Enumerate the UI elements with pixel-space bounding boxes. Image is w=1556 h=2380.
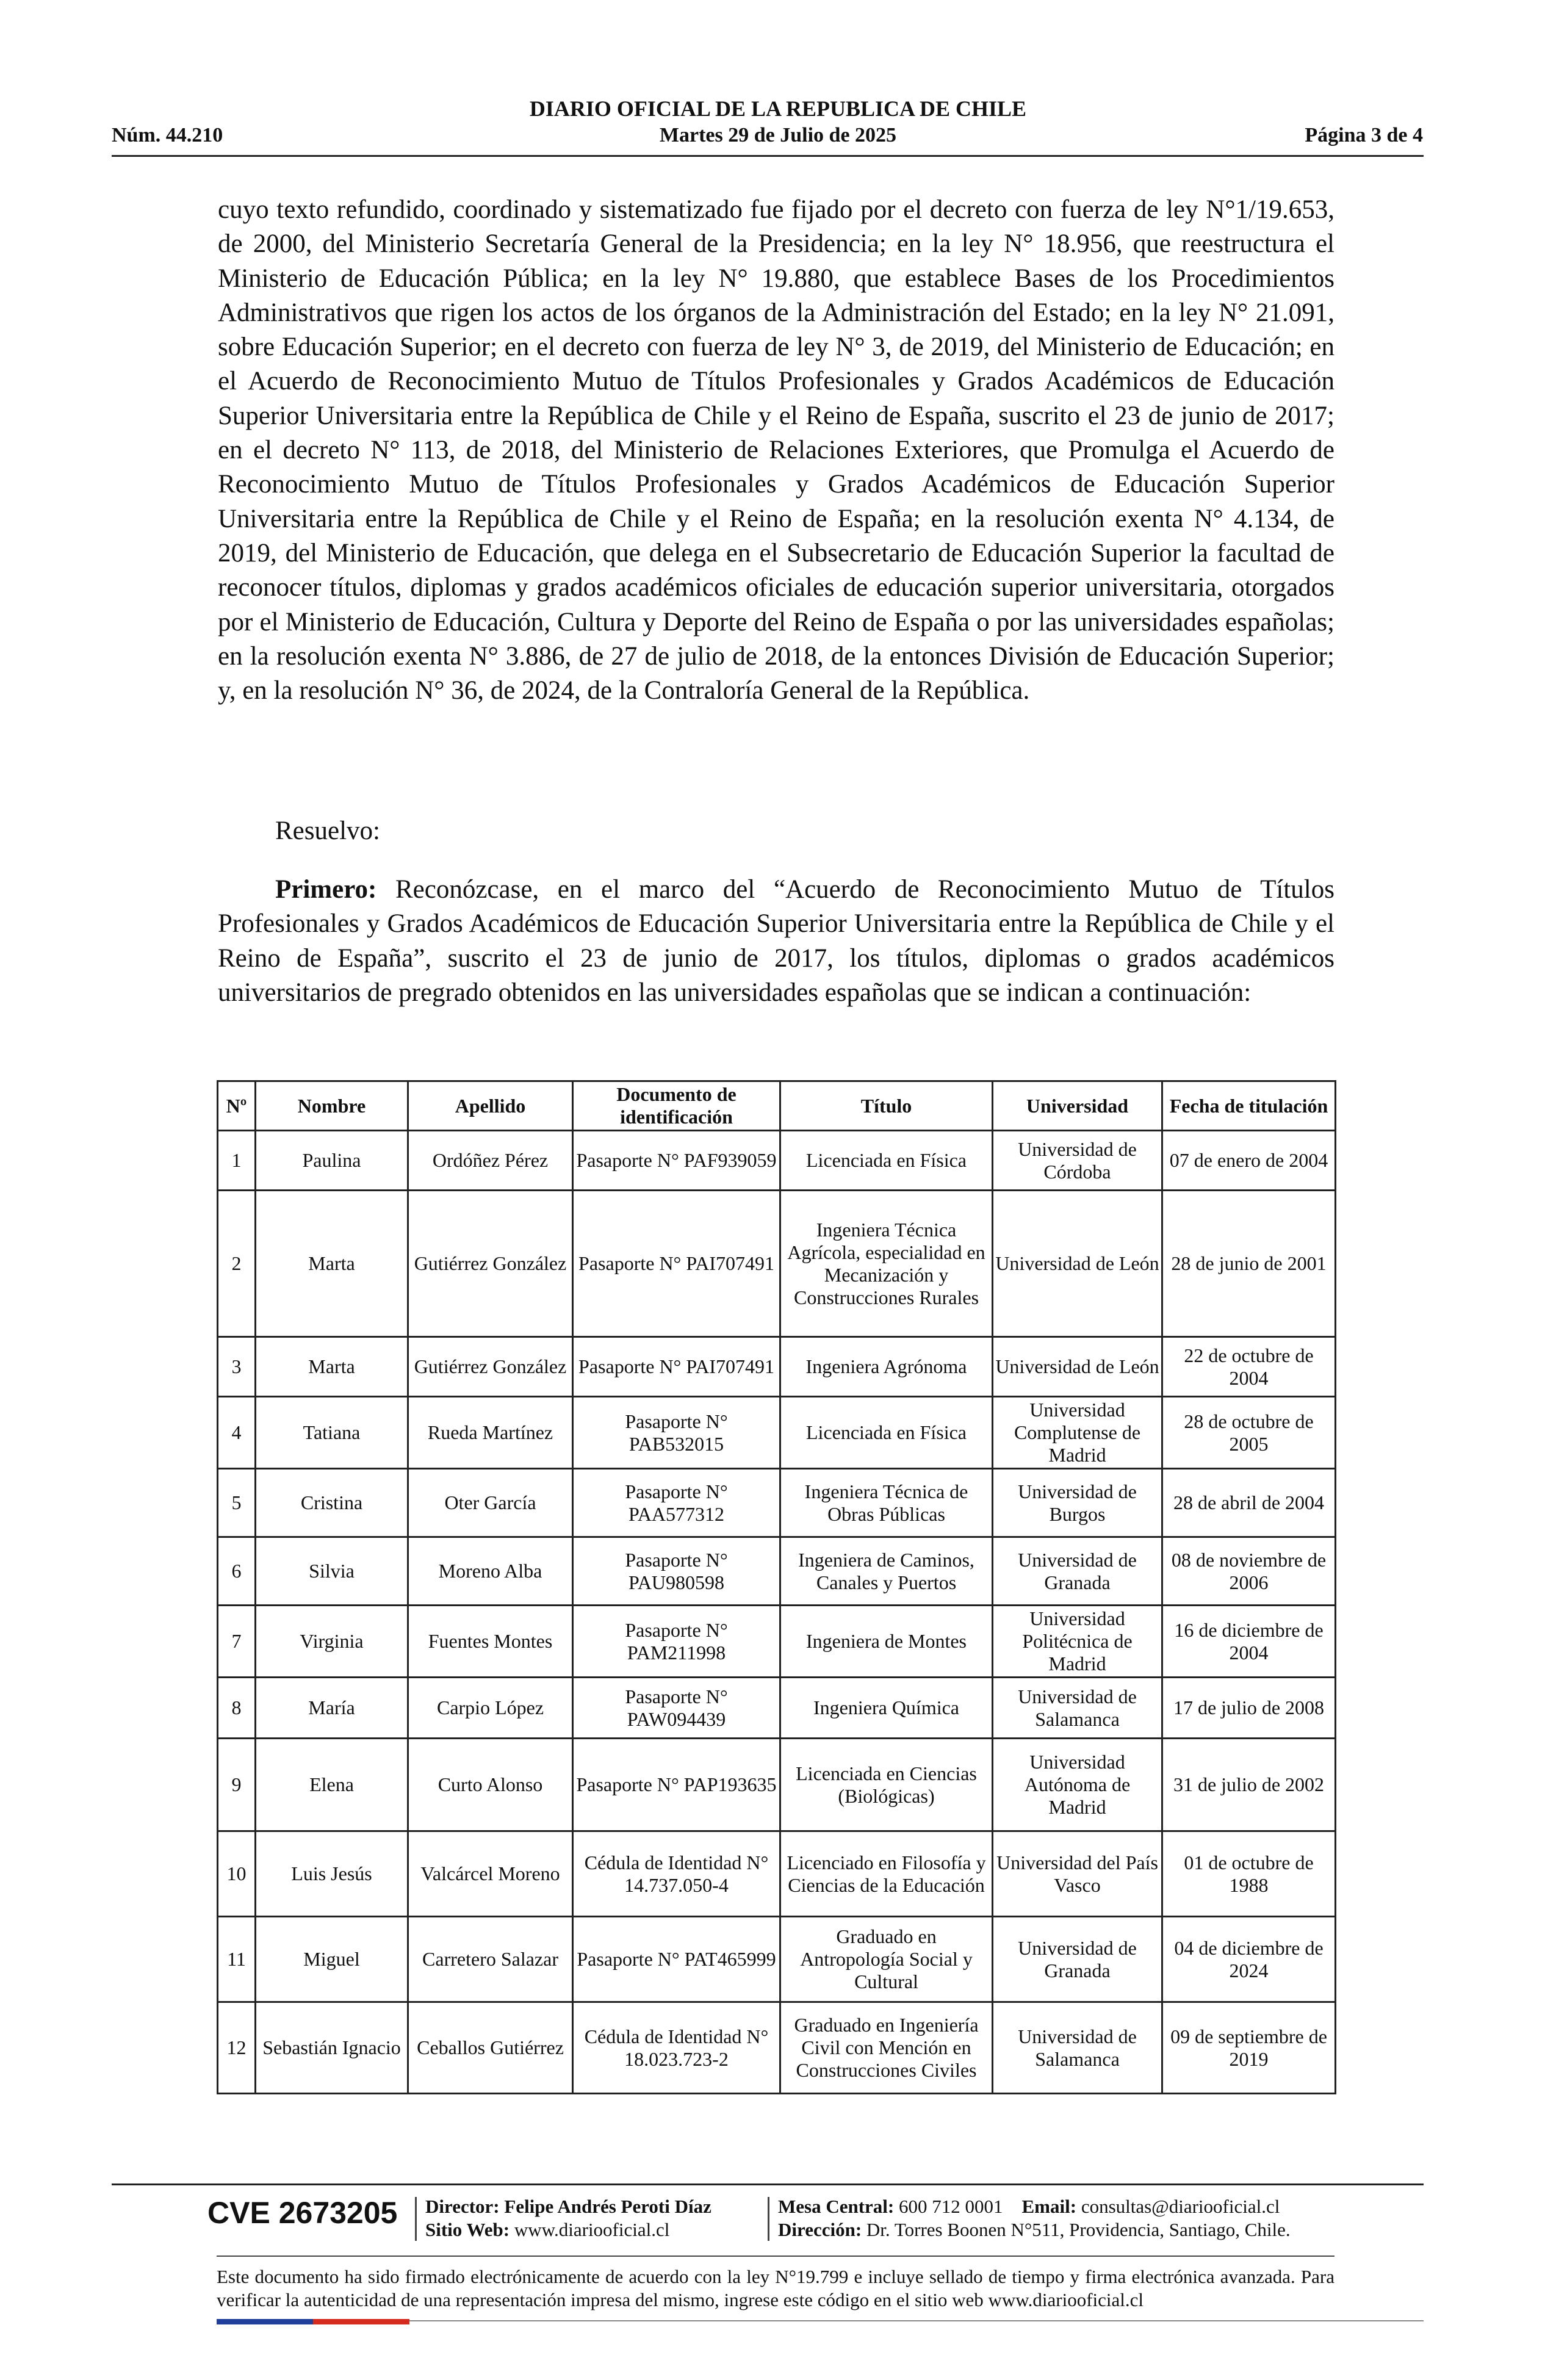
cell-number: 12: [218, 2002, 256, 2094]
cell-id-document: Pasaporte N° PAB532015: [573, 1397, 780, 1469]
cell-title: Licenciada en Física: [780, 1131, 993, 1191]
cell-surname: Moreno Alba: [408, 1537, 573, 1606]
table-row: [218, 1131, 1336, 1191]
cell-id-document: Pasaporte N° PAI707491: [573, 1191, 780, 1337]
cell-graduation-date: 28 de abril de 2004: [1162, 1469, 1336, 1537]
table-row: [218, 1191, 1336, 1337]
table-row: [218, 1678, 1336, 1739]
electronic-signature-notice: Este documento ha sido firmado electrónicamente de acuerdo con la ley N°19.799 e incluye sellado de tiempo y firma electrónica avanzada. Para verificar la autenticidad de una representación impresa del mismo, ingrese este código en el sitio web www.diariooficial.cl: [217, 2266, 1334, 2310]
cell-surname: Ordóñez Pérez: [408, 1131, 573, 1191]
cell-university: Universidad Politécnica de Madrid: [993, 1606, 1162, 1678]
cell-id-document: Pasaporte N° PAT465999: [573, 1917, 780, 2002]
cell-surname: Fuentes Montes: [408, 1606, 573, 1678]
director-line: Director: Felipe Andrés Peroti Díaz: [425, 2196, 711, 2217]
footer-bottom-rule: [409, 2320, 1424, 2321]
cell-id-document: Pasaporte N° PAM211998: [573, 1606, 780, 1678]
cell-graduation-date: 28 de octubre de 2005: [1162, 1397, 1336, 1469]
cell-id-document: Cédula de Identidad N° 18.023.723-2: [573, 2002, 780, 2094]
website-line: Sitio Web: www.diariooficial.cl: [425, 2219, 670, 2240]
footer-divider: [217, 2256, 1334, 2257]
table-row: [218, 1537, 1336, 1606]
cell-number: 10: [218, 1831, 256, 1917]
cell-surname: Carpio López: [408, 1678, 573, 1739]
issue-number: Núm. 44.210: [112, 124, 223, 146]
table-row: [218, 2002, 1336, 2094]
cell-title: Ingeniera Química: [780, 1678, 993, 1739]
cell-id-document: Pasaporte N° PAF939059: [573, 1131, 780, 1191]
cell-surname: Valcárcel Moreno: [408, 1831, 573, 1917]
cell-university: Universidad Autónoma de Madrid: [993, 1739, 1162, 1831]
cell-title: Licenciada en Ciencias (Biológicas): [780, 1739, 993, 1831]
issue-date: Martes 29 de Julio de 2025: [659, 124, 897, 146]
page-indicator: Página 3 de 4: [1305, 124, 1423, 146]
cell-graduation-date: 01 de octubre de 1988: [1162, 1831, 1336, 1917]
cell-surname: Carretero Salazar: [408, 1917, 573, 2002]
cell-graduation-date: 16 de diciembre de 2004: [1162, 1606, 1336, 1678]
table-row: [218, 1337, 1336, 1397]
primero-paragraph: [218, 873, 1334, 1010]
cell-university: Universidad de León: [993, 1191, 1162, 1337]
cell-university: Universidad de Granada: [993, 1917, 1162, 2002]
cell-number: 8: [218, 1678, 256, 1739]
header-title: Título: [780, 1081, 993, 1131]
cell-graduation-date: 17 de julio de 2008: [1162, 1678, 1336, 1739]
cell-id-document: Pasaporte N° PAA577312: [573, 1469, 780, 1537]
cell-title: Ingeniera Técnica de Obras Públicas: [780, 1469, 993, 1537]
mesa-central-line: Mesa Central: 600 712 0001 Email: consultas@diariooficial.cl: [778, 2196, 1280, 2217]
header-divider: [112, 155, 1424, 157]
cell-graduation-date: 22 de octubre de 2004: [1162, 1337, 1336, 1397]
cell-name: Marta: [256, 1337, 408, 1397]
table-row: [218, 1397, 1336, 1469]
cell-title: Ingeniera Agrónoma: [780, 1337, 993, 1397]
cell-title: Ingeniera de Montes: [780, 1606, 993, 1678]
cell-title: Licenciada en Física: [780, 1397, 993, 1469]
cell-surname: Gutiérrez González: [408, 1191, 573, 1337]
cell-name: Miguel: [256, 1917, 408, 2002]
footer-separator: [415, 2197, 417, 2241]
cve-code: CVE 2673205: [207, 2196, 398, 2230]
website-link[interactable]: www.diariooficial.cl: [514, 2219, 670, 2240]
cell-name: Paulina: [256, 1131, 408, 1191]
cell-id-document: Pasaporte N° PAI707491: [573, 1337, 780, 1397]
cell-number: 2: [218, 1191, 256, 1337]
cell-graduation-date: 04 de diciembre de 2024: [1162, 1917, 1336, 2002]
cell-graduation-date: 31 de julio de 2002: [1162, 1739, 1336, 1831]
email-link[interactable]: consultas@diariooficial.cl: [1081, 2196, 1280, 2217]
cell-number: 4: [218, 1397, 256, 1469]
cell-title: Ingeniera de Caminos, Canales y Puertos: [780, 1537, 993, 1606]
cell-title: Ingeniera Técnica Agrícola, especialidad en Mecanización y Construcciones Rurales: [780, 1191, 993, 1337]
cell-university: Universidad de Granada: [993, 1537, 1162, 1606]
cell-name: Sebastián Ignacio: [256, 2002, 408, 2094]
cell-graduation-date: 07 de enero de 2004: [1162, 1131, 1336, 1191]
header-id-document: Documento de identificación: [573, 1081, 780, 1131]
primero-text: Reconózcase, en el marco del “Acuerdo de Reconocimiento Mutuo de Títulos Profesionales y Grados Académicos de Educación Superior Universitaria entre la República de Chile y el Reino de España”, suscrito el 23 de junio de 2017, los títulos, diplomas o grados académicos universitarios de pregrado obtenidos en las universidades españolas que se indican a continuación:: [218, 875, 1334, 1007]
cell-university: Universidad de Salamanca: [993, 1678, 1162, 1739]
cell-university: Universidad Complutense de Madrid: [993, 1397, 1162, 1469]
cell-university: Universidad de León: [993, 1337, 1162, 1397]
cell-id-document: Pasaporte N° PAU980598: [573, 1537, 780, 1606]
cell-university: Universidad del País Vasco: [993, 1831, 1162, 1917]
cell-graduation-date: 08 de noviembre de 2006: [1162, 1537, 1336, 1606]
header-graduation-date: Fecha de titulación: [1162, 1081, 1336, 1131]
cell-number: 3: [218, 1337, 256, 1397]
cell-number: 7: [218, 1606, 256, 1678]
cell-title: Graduado en Antropología Social y Cultural: [780, 1917, 993, 2002]
footer-divider: [112, 2183, 1424, 2185]
legal-basis-paragraph: cuyo texto refundido, coordinado y sistematizado fue fijado por el decreto con fuerza de ley N°1/19.653, de 2000, del Ministerio Secretaría General de la Presidencia; en la ley N° 18.956, que reestructura el Ministerio de Educación Pública; en la ley N° 19.880, que establece Bases de los Procedimientos Administrativos que rigen los actos de los órganos de la Administración del Estado; en la ley N° 21.091, sobre Educación Superior; en el decreto con fuerza de ley N° 3, de 2019, del Ministerio de Educación; en el Acuerdo de Reconocimiento Mutuo de Títulos Profesionales y Grados Académicos de Educación Superior Universitaria entre la República de Chile y el Reino de España, suscrito el 23 de junio de 2017; en el decreto N° 113, de 2018, del Ministerio de Relaciones Exteriores, que Promulga el Acuerdo de Reconocimiento Mutuo de Títulos Profesionales y Grados Académicos de Educación Superior Universitaria entre la República de Chile y el Reino de España; en la resolución exenta N° 4.134, de 2019, del Ministerio de Educación, que delega en el Subsecretario de Educación Superior la facultad de reconocer títulos, diplomas y grados académicos oficiales de educación superior universitaria, otorgados por el Ministerio de Educación, Cultura y Deporte del Reino de España o por las universidades españolas; en la resolución exenta N° 3.886, de 27 de julio de 2018, de la entonces División de Educación Superior; y, en la resolución N° 36, de 2024, de la Contraloría General de la República.: [218, 195, 1334, 705]
cell-number: 5: [218, 1469, 256, 1537]
cell-number: 9: [218, 1739, 256, 1831]
cell-number: 6: [218, 1537, 256, 1606]
recognized-titles-table: [217, 1080, 1336, 2094]
cell-title: Graduado en Ingeniería Civil con Mención en Construcciones Civiles: [780, 2002, 993, 2094]
cell-id-document: Pasaporte N° PAP193635: [573, 1739, 780, 1831]
table-row: [218, 1606, 1336, 1678]
cell-name: Silvia: [256, 1537, 408, 1606]
cell-university: Universidad de Córdoba: [993, 1131, 1162, 1191]
cell-surname: Ceballos Gutiérrez: [408, 2002, 573, 2094]
newspaper-title: DIARIO OFICIAL DE LA REPUBLICA DE CHILE: [529, 96, 1027, 121]
cell-name: Tatiana: [256, 1397, 408, 1469]
cell-name: Marta: [256, 1191, 408, 1337]
cell-name: Virginia: [256, 1606, 408, 1678]
cell-university: Universidad de Burgos: [993, 1469, 1162, 1537]
cell-graduation-date: 28 de junio de 2001: [1162, 1191, 1336, 1337]
resuelvo-heading: Resuelvo:: [275, 817, 380, 845]
cell-id-document: Pasaporte N° PAW094439: [573, 1678, 780, 1739]
cell-number: 1: [218, 1131, 256, 1191]
table-row: [218, 1831, 1336, 1917]
cell-id-document: Cédula de Identidad N° 14.737.050-4: [573, 1831, 780, 1917]
cell-title: Licenciado en Filosofía y Ciencias de la Educación: [780, 1831, 993, 1917]
header-number: Nº: [218, 1081, 256, 1131]
primero-label: Primero:: [275, 875, 377, 904]
cell-university: Universidad de Salamanca: [993, 2002, 1162, 2094]
table-row: [218, 1739, 1336, 1831]
cell-surname: Oter García: [408, 1469, 573, 1537]
table-row: [218, 1917, 1336, 2002]
header-university: Universidad: [993, 1081, 1162, 1131]
table-row: [218, 1469, 1336, 1537]
header-name: Nombre: [256, 1081, 408, 1131]
flag-stripe-blue: [217, 2319, 313, 2324]
cell-name: María: [256, 1678, 408, 1739]
cell-number: 11: [218, 1917, 256, 2002]
cell-graduation-date: 09 de septiembre de 2019: [1162, 2002, 1336, 2094]
address-line: Dirección: Dr. Torres Boonen N°511, Providencia, Santiago, Chile.: [778, 2219, 1291, 2240]
flag-stripe-red: [313, 2319, 409, 2324]
cell-name: Elena: [256, 1739, 408, 1831]
cell-surname: Rueda Martínez: [408, 1397, 573, 1469]
footer-separator: [768, 2197, 769, 2241]
header-surname: Apellido: [408, 1081, 573, 1131]
cell-surname: Gutiérrez González: [408, 1337, 573, 1397]
cell-name: Luis Jesús: [256, 1831, 408, 1917]
cell-name: Cristina: [256, 1469, 408, 1537]
cell-surname: Curto Alonso: [408, 1739, 573, 1831]
table-header-row: [218, 1081, 1336, 1131]
